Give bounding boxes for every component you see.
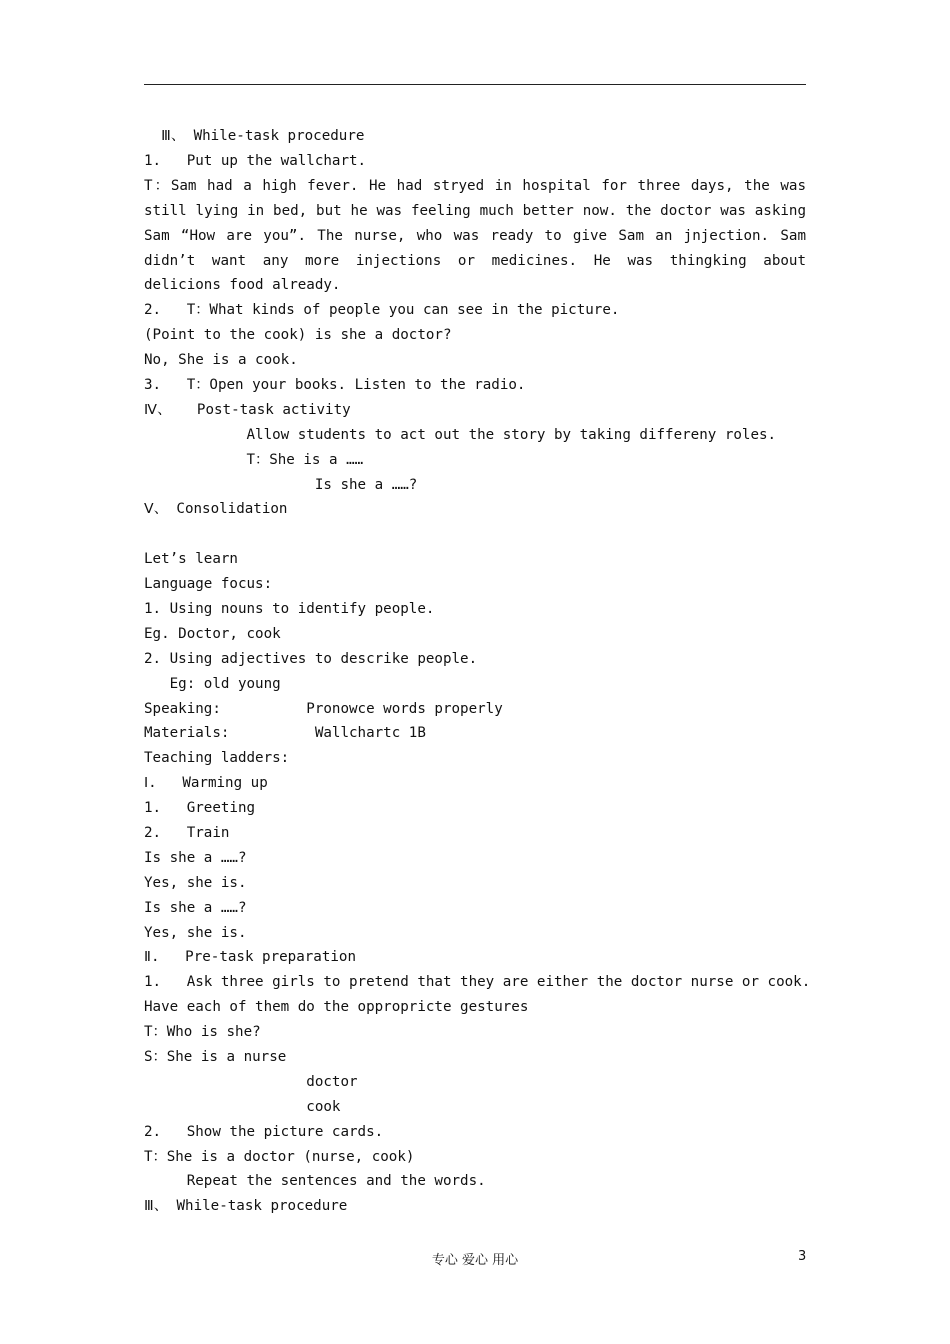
text-line: Speaking: Pronowce words properly <box>144 700 503 717</box>
text-line: Repeat the sentences and the words. <box>144 1173 486 1190</box>
text-line: Ⅴ、 Consolidation <box>144 501 288 518</box>
text-line: Have each of them do the oppropricte gestures <box>144 999 529 1016</box>
text-line: Ⅰ. Warming up <box>144 775 268 792</box>
section-while-task-intro <box>144 124 806 174</box>
text-line: Ⅳ、 Post-task activity <box>144 401 351 418</box>
text-line: 2. Train <box>144 825 230 842</box>
text-line: Let’s learn <box>144 551 238 568</box>
text-line: Is she a ……? <box>144 849 247 866</box>
text-line: Materials: Wallchartc 1B <box>144 725 426 742</box>
text-line: Yes, she is. <box>144 874 247 891</box>
text-line: 2. T：What kinds of people you can see in the picture. <box>144 302 620 319</box>
document-body <box>144 124 811 1219</box>
text-line: 1. Greeting <box>144 800 256 817</box>
blank-line <box>144 522 806 547</box>
page-number: 3 <box>798 1249 807 1264</box>
text-line: Is she a ……? <box>144 476 418 493</box>
section-post-task <box>144 298 806 522</box>
text-line: (Point to the cook) is she a doctor? <box>144 327 452 344</box>
text-line: 1. Ask three girls to pretend that they are either the doctor nurse or cook. <box>144 974 811 991</box>
section-lets-learn <box>144 547 811 1219</box>
story-paragraph: T：Sam had a high fever. He had stryed in hospital for three days, the was still lying in bed, but he was feeling much better now. the doctor was asking Sam “How are you”. The nurse, who was ready to give Sam an jnjection. Sam didn’t want any more injections or medicines. He was thingking about delicions food already. <box>144 177 806 294</box>
text-line: cook <box>144 1098 341 1115</box>
text-line: Is she a ……? <box>144 899 247 916</box>
text-line: T：She is a doctor (nurse, cook) <box>144 1148 415 1165</box>
text-line: Eg. Doctor, cook <box>144 625 281 642</box>
text-line: 2. Using adjectives to descrike people. <box>144 650 478 667</box>
text-line: No, She is a cook. <box>144 352 298 369</box>
text-line: S：She is a nurse <box>144 1049 287 1066</box>
text-line: Allow students to act out the story by taking differeny roles. <box>144 426 777 443</box>
text-line: 3. T：Open your books. Listen to the radio. <box>144 376 526 393</box>
text-line: Teaching ladders: <box>144 750 290 767</box>
text-line: Eg: old young <box>144 675 281 692</box>
text-line: T：Who is she? <box>144 1024 261 1041</box>
text-line: Yes, she is. <box>144 924 247 941</box>
text-line: Ⅱ. Pre-task preparation <box>144 949 356 966</box>
text-line: doctor <box>144 1073 358 1090</box>
text-line: Language focus: <box>144 576 273 593</box>
footer-motto: 专心 爱心 用心 <box>431 1253 519 1268</box>
text-line: 1. Put up the wallchart. <box>144 152 367 169</box>
text-line: Ⅲ、 While-task procedure <box>144 1198 348 1215</box>
text-line: 2. Show the picture cards. <box>144 1123 384 1140</box>
header-rule <box>144 84 806 85</box>
text-line: T：She is a …… <box>144 451 364 468</box>
text-line: 1. Using nouns to identify people. <box>144 601 435 617</box>
text-line: Ⅲ、 While-task procedure <box>144 128 365 144</box>
